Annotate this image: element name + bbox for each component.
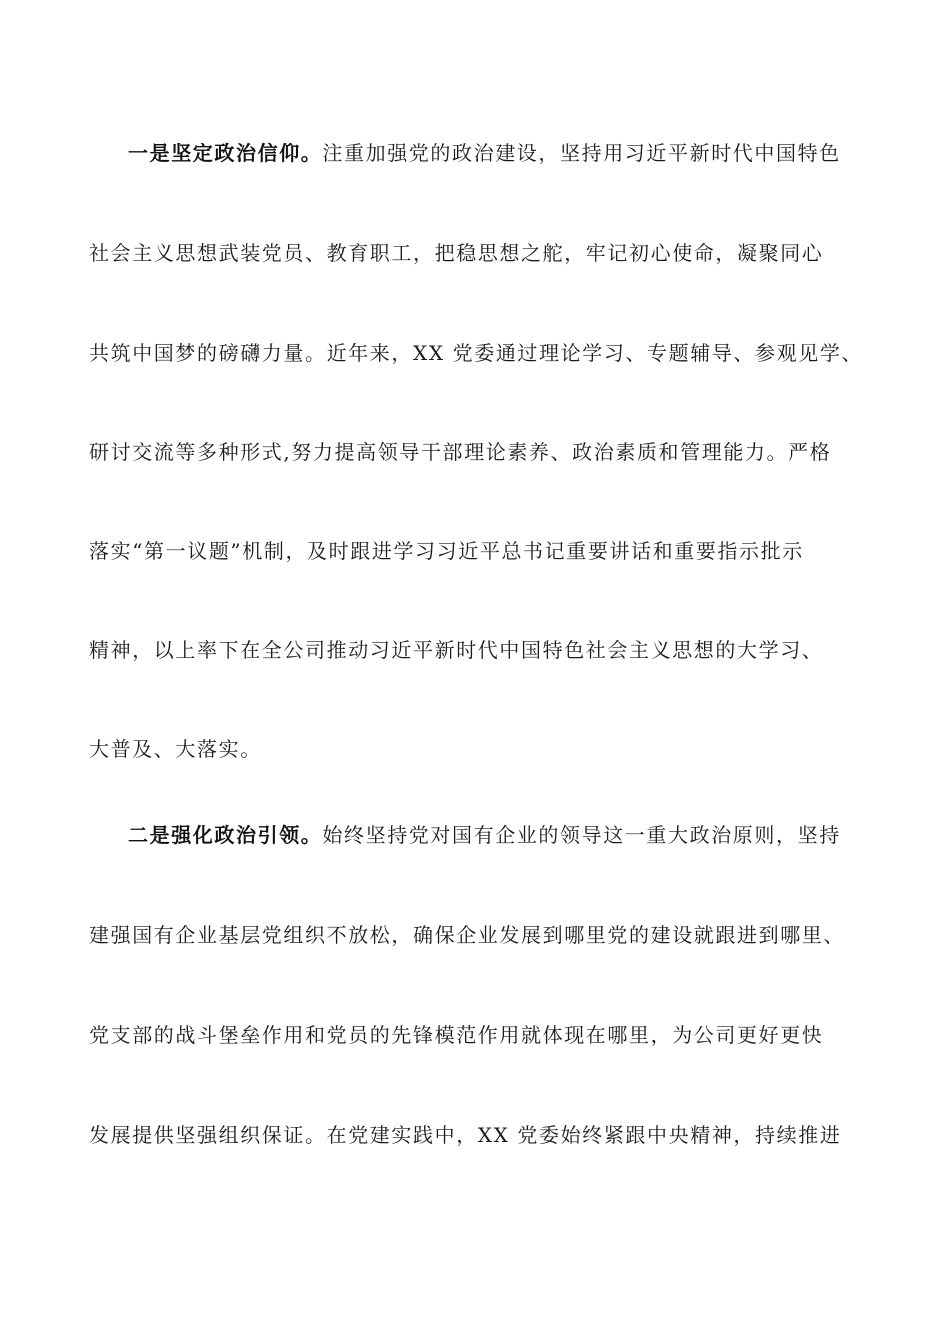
paragraph-1-line-2: 社会主义思想武装党员、教育职工，把稳思想之舵，牢记初心使命，凝聚同心 xyxy=(89,241,824,265)
paragraph-2-line-1 xyxy=(128,820,879,850)
paragraph-1-line-1 xyxy=(128,138,879,168)
paragraph-1-line-6: 精神，以上率下在全公司推动习近平新时代中国特色社会主义思想的大学习、 xyxy=(89,638,824,662)
paragraph-1-line-4: 研讨交流等多种形式,努力提高领导干部理论素养、政治素质和管理能力。严格 xyxy=(89,440,832,464)
paragraph-2-line-2: 建强国有企业基层党组织不放松，确保企业发展到哪里党的建设就跟进到哪里、 xyxy=(89,923,845,947)
paragraph-1-line-5: 落实“第一议题”机制，及时跟进学习习近平总书记重要讲话和重要指示批示 xyxy=(89,539,804,563)
paragraph-1-heading: 一是坚定政治信仰。 xyxy=(128,141,323,165)
paragraph-2-text: 始终坚持党对国有企业的领导这一重大政治原则，坚持 xyxy=(322,823,841,847)
paragraph-2-line-4: 发展提供坚强组织保证。在党建实践中，XX 党委始终紧跟中央精神，持续推进 xyxy=(89,1123,842,1147)
paragraph-2-heading: 二是强化政治引领。 xyxy=(128,823,323,847)
paragraph-2-line-3: 党支部的战斗堡垒作用和党员的先锋模范作用就体现在哪里，为公司更好更快 xyxy=(89,1023,824,1047)
paragraph-1-line-3: 共筑中国梦的磅礴力量。近年来，XX 党委通过理论学习、专题辅导、参观见学、 xyxy=(89,341,864,365)
paragraph-1-line-7: 大普及、大落实。 xyxy=(89,737,262,761)
paragraph-1-text: 注重加强党的政治建设，坚持用习近平新时代中国特色 xyxy=(322,141,841,165)
